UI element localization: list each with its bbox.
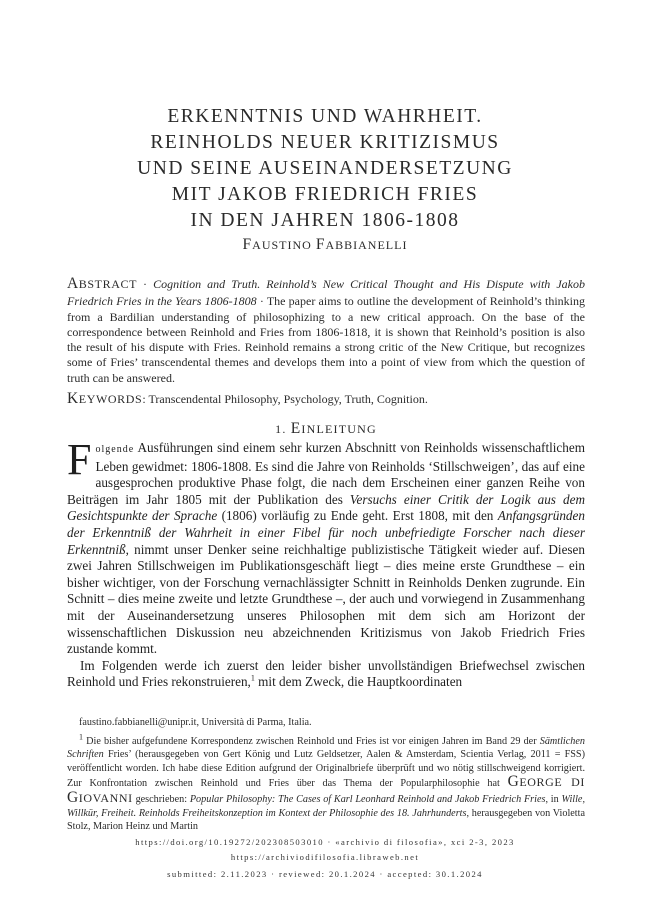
book-title: Popular Philosophy: The Cases of Karl Leonhard Reinhold and Jakob Friedrich Fries — [189, 793, 546, 805]
body-text — [67, 435, 585, 691]
text-run: Die bisher aufgefundene Korrespondenz zwischen Reinhold und Fries ist vor einigen Jahren im Band 29 der — [83, 735, 540, 747]
text-run: , nimmt unser Denker seine reichhaltige publizistische Tätigkeit wieder auf. Diesen zwei Jahren Stillschweigen im Publikationsgeschäft liegt – dies meine erste Grundthese – ein bisher wichtiger, von der Forschung vernachlässigter Schnitt in Reinholds Denken zugrunde. Ein Schnitt – dies meine zweite und letzte Grundthese –, der auch und vorwiegend in Zusammenhang mit der Auseinandersetzung unseres Philosophen mit dem sich am Horizont der wissenschaftlichen Diskussion neu abzeichnenden Kritizismus von Jakob Friedrich Fries zustande kommt. — [67, 541, 585, 657]
keywords-text: Transcendental Philosophy, Psychology, Truth, Cognition. — [148, 392, 428, 406]
abstract-text: The paper aims to outline the development of Reinhold’s thinking from a Bardilian understanding of philosophizing to a new critical approach. On the base of the correspondence between Reinhold and Fries from 1806-1818, it is shown that Reinhold’s position is also the result of his dispute with Fries. Reinhold remains a strong critic of the New Critique, but recognizes some of Fries’ transcendental themes and develops them into a point of view from which the question of truth can be answered. — [67, 294, 585, 385]
abstract-separator: · — [256, 294, 267, 309]
text-run: Fries’ (herausgegeben von Gert König und Lutz Geldsetzer, Aalen & Amsterdam, Scientia Verlag, 2011 = FSS) veröffentlicht worden. Ich habe diese Edition aufgrund der Originalbriefe überprüft und wo nötig stillschweigend korrigiert. Zur Konfrontation zwischen Reinhold und Fries über das Thema der Popularphilosophie hat — [67, 749, 585, 790]
abstract-label: ABSTRACT — [67, 275, 138, 292]
title-line: IN DEN JAHREN 1806-1808 — [190, 210, 460, 231]
drop-cap: F — [67, 435, 92, 484]
footnotes — [67, 716, 585, 834]
first-word-smallcaps: olgende — [95, 444, 135, 455]
footnote-number: 1 — [79, 732, 83, 742]
footnote-reference[interactable]: 1 — [250, 673, 255, 683]
text-run: (1806) vorläufig zu Ende geht. Erst 1808, mit den — [217, 508, 498, 524]
keywords — [67, 390, 585, 408]
title-line: UND SEINE AUSEINANDERSETZUNG — [137, 158, 513, 179]
cited-author: GEORGE DI GIOVANNI — [67, 773, 585, 806]
abstract-separator: · — [137, 277, 154, 291]
footer-doi-line[interactable]: https://doi.org/10.19272/202308503010 · «archivio di filosofia», xci 2-3, 2023 — [135, 837, 515, 847]
keywords-separator: : — [142, 392, 149, 406]
section-heading-text: 1. EINLEITUNG — [275, 420, 377, 437]
author-affiliation: faustino.fabbianelli@unipr.it, Università di Parma, Italia. — [79, 717, 312, 728]
title-line: REINHOLDS NEUER KRITIZISMUS — [150, 132, 500, 153]
book-title: Anfangsgründen der Erkenntniß der Wahrheit in einer Fibel für noch unbefriedigte Forscher nach dieser Erkenntniß — [67, 508, 585, 557]
paragraph — [67, 435, 585, 658]
keywords-label: KEYWORDS — [67, 390, 143, 407]
author-text: FAUSTINO FABBIANELLI — [242, 236, 408, 253]
book-title: Wille, Willkür, Freiheit. Reinholds Freiheitskonzeption im Kontext der Philosophie des 18. Jahrhunderts — [67, 793, 585, 819]
text-run: Ausführungen sind einem sehr kurzen Abschnitt von Reinholds wissenschaftlichem Leben gewidmet: 1806-1808. Es sind die Jahre von Reinholds ‘Stillschweigen’, das auf eine ausgesprochen produktive Phase folgt, die nach dem Erscheinen einer ganzen Reihe von Beiträgen im Jahr 1805 mit der Publikation des — [67, 440, 585, 507]
paragraph — [67, 658, 585, 691]
title-line: ERKENNTNIS UND WAHRHEIT. — [167, 106, 483, 127]
abstract — [67, 276, 585, 386]
text-run: Im Folgenden werde ich zuerst den leider bisher unvollständigen Briefwechsel zwischen Reinhold und Fries rekonstruieren, — [67, 657, 585, 690]
article-title — [60, 104, 590, 234]
section-heading — [67, 420, 585, 438]
footer-dates: submitted: 2.11.2023 · reviewed: 20.1.2024 · accepted: 30.1.2024 — [167, 869, 483, 879]
text-run: , herausgegeben von Violetta Stolz, Marion Heinz und Martin — [67, 807, 585, 833]
book-title: Versuchs einer Critik der Logik aus dem Gesichtspunkte der Sprache — [67, 491, 585, 524]
abstract-english-title: Cognition and Truth. Reinhold’s New Critical Thought and His Dispute with Jakob Friedrich Fries in the Years 1806-1808 — [67, 277, 585, 309]
text-run: mit dem Zweck, die Hauptkoordinaten — [254, 674, 463, 690]
title-line: MIT JAKOB FRIEDRICH FRIES — [171, 184, 479, 205]
text-run: geschrieben: — [132, 793, 190, 805]
footer-website-link[interactable]: https://archiviodifilosofia.libraweb.net — [230, 852, 420, 862]
author-name — [60, 236, 590, 254]
footnote-1 — [67, 732, 585, 834]
book-title: Sämtlichen Schriften — [67, 735, 585, 761]
text-run: , in — [545, 793, 562, 805]
